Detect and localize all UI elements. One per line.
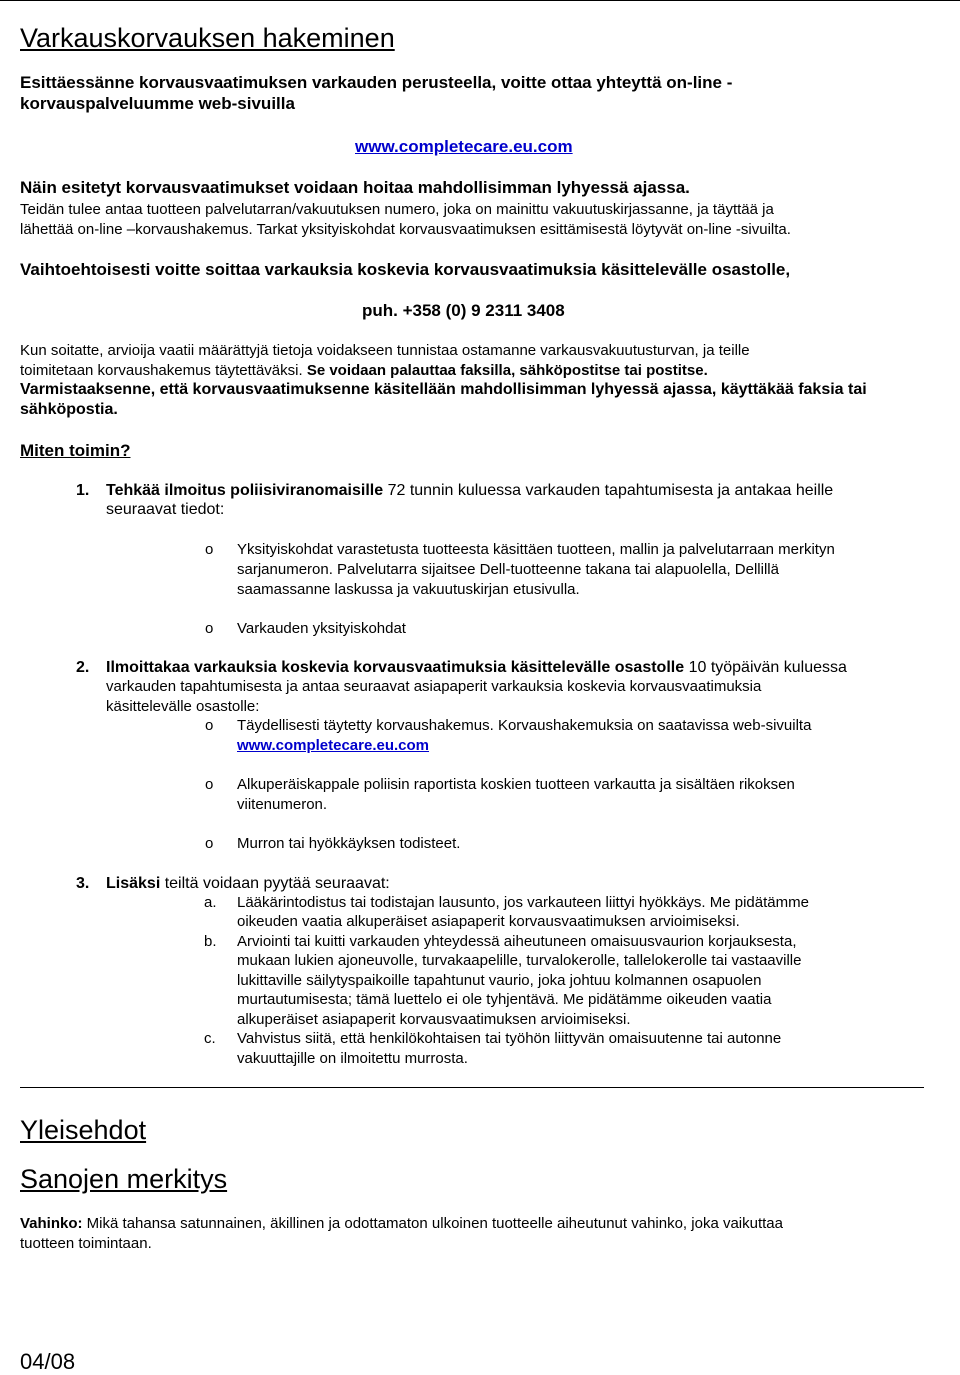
- phone-number: puh. +358 (0) 9 2311 3408: [362, 301, 565, 320]
- confirm-line-1: Varmistaaksenne, että korvausvaatimuksenne käsitellään mahdollisimman lyhyessä ajassa, käyttäkää faksia tai: [20, 381, 867, 398]
- item-b-line-3: lukittaville säilytyspaikoille tapahtunut vaurio, joka johtuu kolmannen osapuolen: [237, 972, 762, 989]
- definition-line-2: tuotteen toimintaan.: [20, 1235, 152, 1252]
- step-2-line-3: käsittelevälle osastolle:: [106, 698, 260, 715]
- item-b-label: b.: [204, 933, 217, 950]
- bullet-marker: o: [205, 835, 214, 852]
- intro-paragraph-line-2: lähettää on-line –korvaushakemus. Tarkat yksityiskohdat korvausvaatimuksen esittämisestä löytyvät on-line -sivuilta.: [20, 221, 791, 238]
- step-1-number: 1.: [76, 482, 90, 499]
- item-b-line-5: alkuperäiset asiapaperit korvausvaatimuksen arvioimiseksi.: [237, 1011, 631, 1028]
- definition-term: Vahinko:: [20, 1215, 83, 1232]
- how-to-heading: Miten toimin?: [20, 441, 131, 460]
- step-2-bullet-3: Murron tai hyökkäyksen todisteet.: [237, 835, 461, 852]
- step-2-bullet-2-line-1: Alkuperäiskappale poliisin raportista koskien tuotteen varkautta ja sisältäen rikoksen: [237, 776, 795, 793]
- call-info-line-2: [20, 361, 708, 381]
- bullet-marker: o: [205, 620, 214, 637]
- intro-line-2: korvauspalveluumme web-sivuilla: [20, 94, 295, 113]
- step-1-line-1: [106, 481, 833, 501]
- item-a-label: a.: [204, 894, 217, 911]
- bullet-marker: o: [205, 717, 214, 734]
- step-1-bullet-2: Varkauden yksityiskohdat: [237, 620, 406, 637]
- step-1-line-2: seuraavat tiedot:: [106, 501, 225, 518]
- step-3-rest: teiltä voidaan pyytää seuraavat:: [160, 875, 390, 892]
- step-2-number: 2.: [76, 659, 90, 676]
- website-link[interactable]: www.completecare.eu.com: [355, 137, 573, 156]
- page-title: Varkauskorvauksen hakeminen: [20, 23, 395, 53]
- step-2-bullet-2-line-2: viitenumeron.: [237, 796, 328, 813]
- step-2-bullet-1: Täydellisesti täytetty korvaushakemus. Korvaushakemuksia on saatavissa web-sivuilta: [237, 717, 812, 734]
- item-b-line-2: mukaan lukien ajoneuvolle, turvakaapelille, turvalokerolle, tallelokerolle tai vastaaville: [237, 952, 802, 969]
- step-3-number: 3.: [76, 875, 90, 892]
- call-info-bold: Se voidaan palauttaa faksilla, sähköpostitse tai postitse.: [306, 362, 708, 379]
- step-1-bold: Tehkää ilmoitus poliisiviranomaisille: [106, 482, 384, 499]
- definition-text: Mikä tahansa satunnainen, äkillinen ja odottamaton ulkoinen tuotteelle aiheutunut vahinko, joka vaikuttaa: [82, 1215, 783, 1232]
- phone-alternative-text: Vaihtoehtoisesti voitte soittaa varkauksia koskevia korvausvaatimuksia käsittelevälle osastolle,: [20, 260, 791, 279]
- step-1-bullet-1-line-2: sarjanumeron. Palvelutarra sijaitsee Dell-tuotteenne takana tai alapuolella, Dellillä: [237, 561, 779, 578]
- item-c-label: c.: [204, 1030, 216, 1047]
- definition-line-1: [20, 1214, 783, 1234]
- call-info-line-1: Kun soitatte, arvioija vaatii määrättyjä tietoja voidakseen tunnistaa ostamanne varkausvakuutusturvan, ja teille: [20, 342, 750, 359]
- general-terms-heading: Yleisehdot: [20, 1115, 147, 1145]
- bullet-marker: o: [205, 541, 214, 558]
- step-2-rest: 10 työpäivän kuluessa: [684, 659, 847, 676]
- step-2-website-link[interactable]: www.completecare.eu.com: [237, 737, 430, 754]
- top-border: [0, 0, 960, 1]
- call-info-text: toimitetaan korvaushakemus täytettäväksi.: [20, 362, 303, 379]
- step-1-rest: 72 tunnin kuluessa varkauden tapahtumisesta ja antakaa heille: [383, 482, 834, 499]
- definitions-heading: Sanojen merkitys: [20, 1164, 228, 1194]
- step-3-line-1: [106, 874, 390, 894]
- step-2-line-1: [106, 658, 847, 678]
- confirm-line-2: sähköpostia.: [20, 401, 118, 418]
- step-2-bold: Ilmoittakaa varkauksia koskevia korvausvaatimuksia käsittelevälle osastolle: [106, 659, 685, 676]
- item-a-line-1: Lääkärintodistus tai todistajan lausunto, jos varkauteen liittyi hyökkäys. Me pidätämme: [237, 894, 809, 911]
- bullet-marker: o: [205, 776, 214, 793]
- item-c-line-2: vakuuttajille on ilmoitettu murrosta.: [237, 1050, 468, 1067]
- step-3-bold: Lisäksi: [106, 875, 161, 892]
- step-2-line-2: varkauden tapahtumisesta ja antaa seuraavat asiapaperit varkauksia koskevia korvausvaatimuksia: [106, 678, 762, 695]
- page-number: 04/08: [20, 1349, 76, 1374]
- section-divider: [20, 1087, 924, 1088]
- intro-line-1: Esittäessänne korvausvaatimuksen varkauden perusteella, voitte ottaa yhteyttä on-line -: [20, 73, 733, 92]
- intro-paragraph-line-1: Teidän tulee antaa tuotteen palvelutarran/vakuutuksen numero, joka on mainittu vakuutuskirjassanne, ja täyttää ja: [20, 201, 774, 218]
- handled-text: Näin esitetyt korvausvaatimukset voidaan hoitaa mahdollisimman lyhyessä ajassa.: [20, 178, 690, 197]
- item-b-line-1: Arviointi tai kuitti varkauden yhteydessä aiheutuneen omaisuusvaurion korjauksesta,: [237, 933, 797, 950]
- item-c-line-1: Vahvistus siitä, että henkilökohtaisen tai työhön liittyvän omaisuutenne tai autonne: [237, 1030, 782, 1047]
- step-1-bullet-1-line-3: saamassanne laskussa ja vakuutuskirjan etusivulla.: [237, 581, 580, 598]
- step-1-bullet-1-line-1: Yksityiskohdat varastetusta tuotteesta käsittäen tuotteen, mallin ja palvelutarraan merkityn: [237, 541, 835, 558]
- item-b-line-4: murtautumisesta; tämä luettelo ei ole tyhjentävä. Me pidätämme oikeuden vaatia: [237, 991, 772, 1008]
- item-a-line-2: oikeuden vaatia alkuperäiset asiapaperit korvausvaatimuksen arvioimiseksi.: [237, 913, 740, 930]
